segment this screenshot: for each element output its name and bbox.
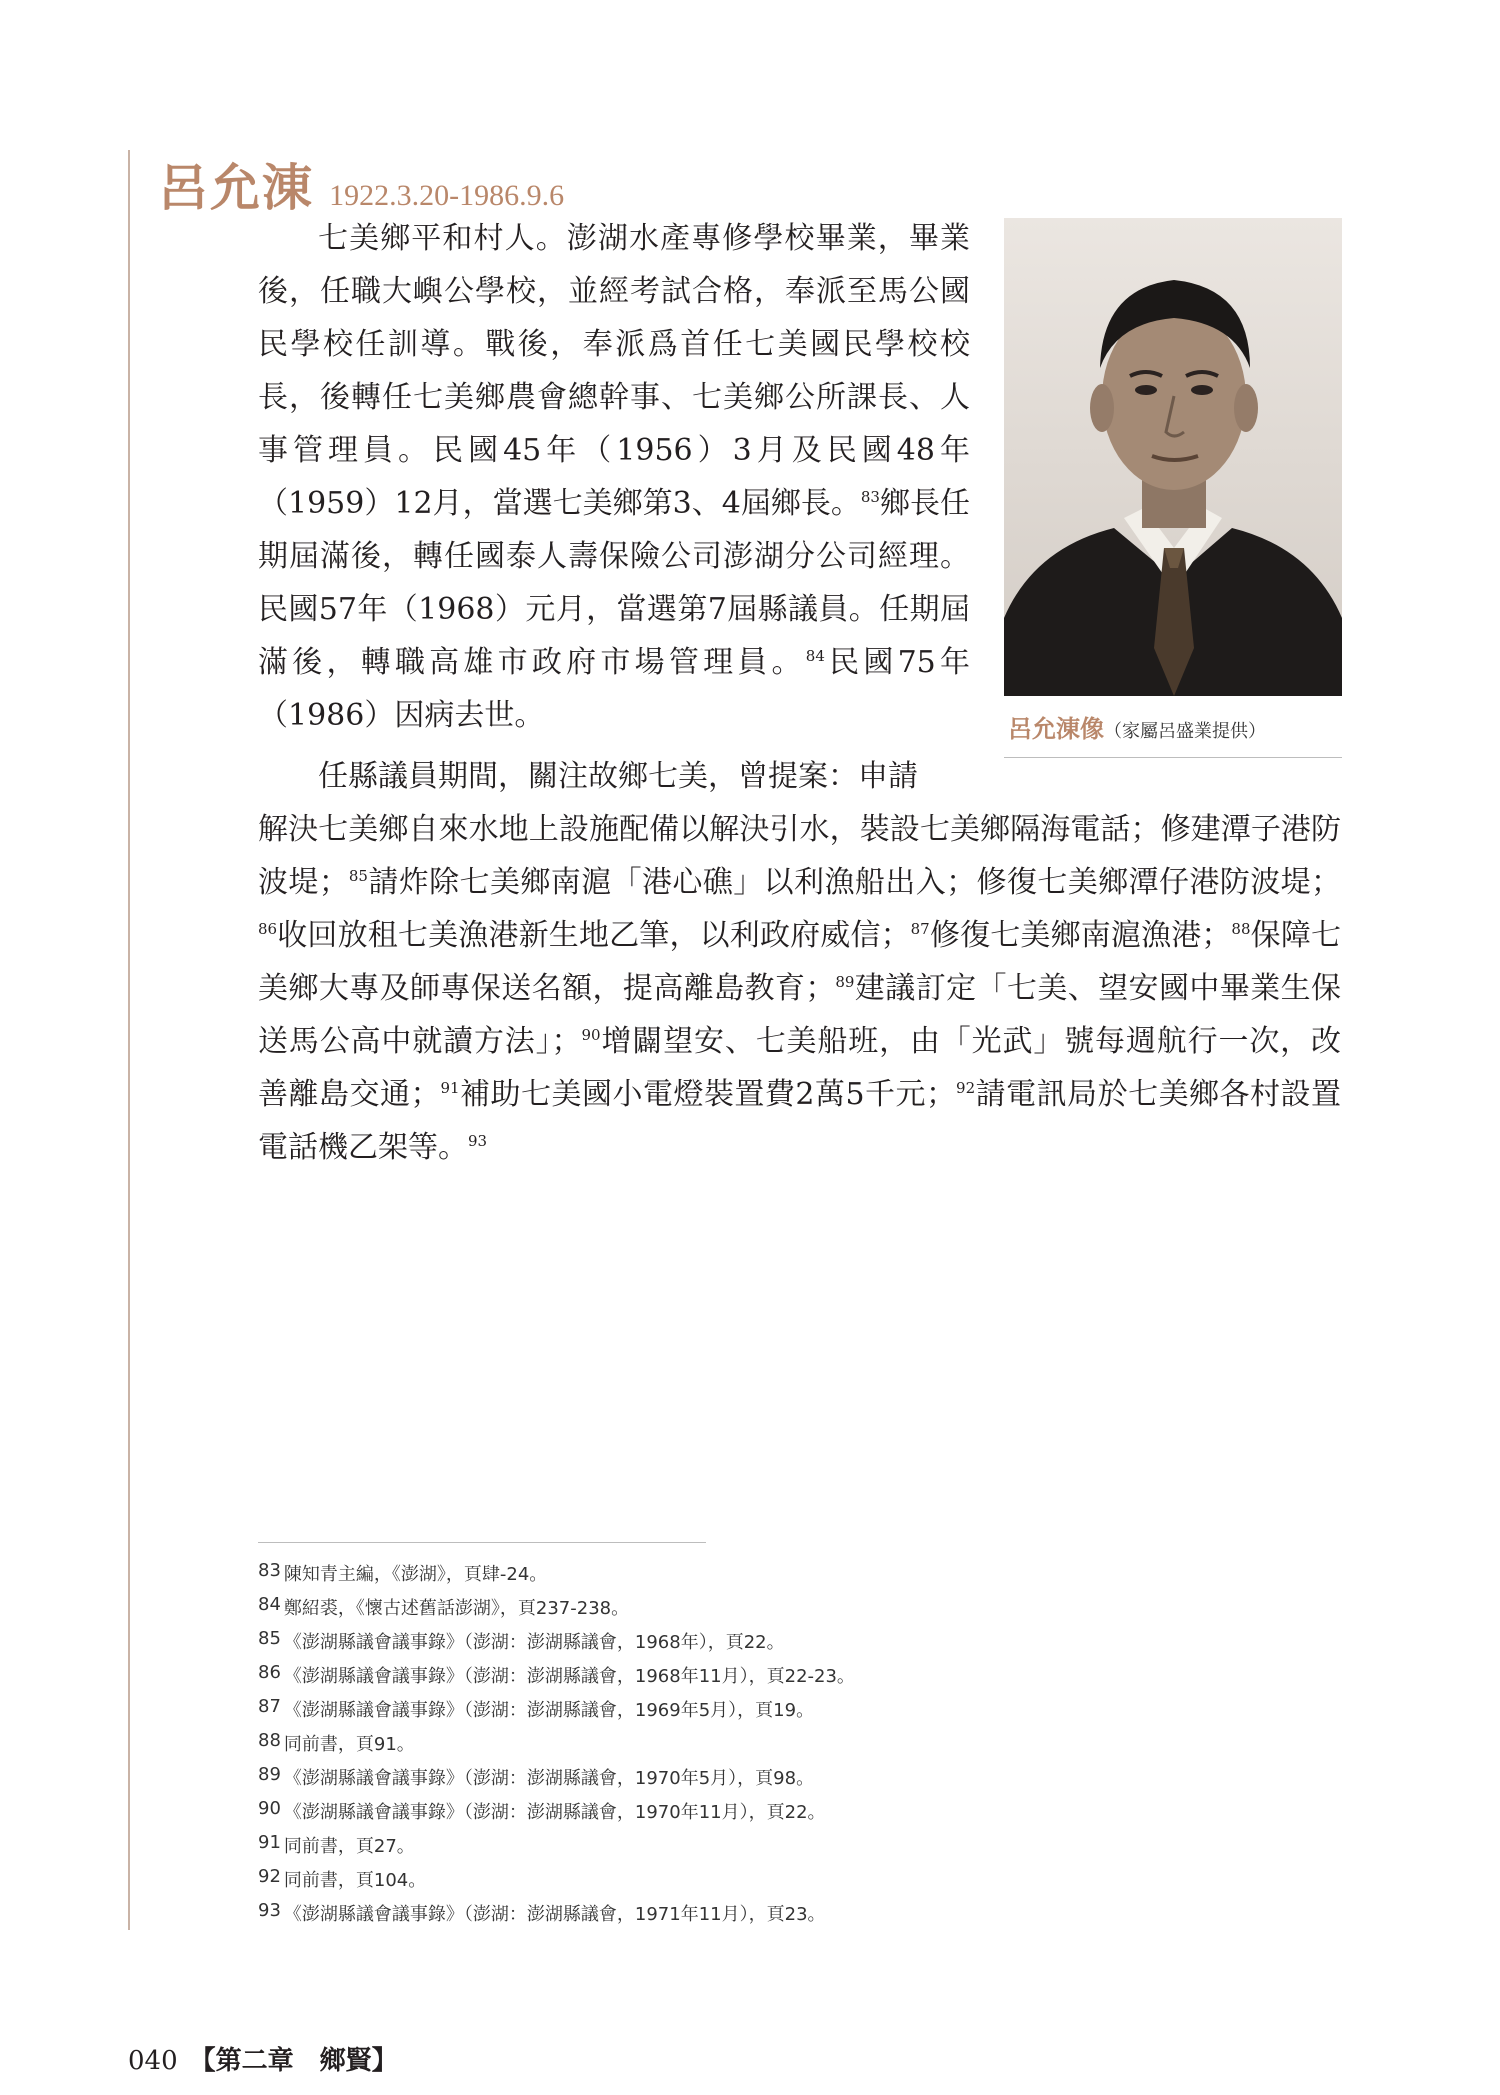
body-text: 補助七美國小電燈裝置費2萬5千元； (459, 1077, 957, 1112)
footnote-text: 《澎湖縣議會議事錄》（澎湖：澎湖縣議會，1970年11月），頁22。 (283, 1802, 826, 1823)
body-text: 鄉長任期屆滿後，轉任國泰人壽保險公司澎湖分公司經理。民國57年（1968）元月，當選第7屆縣議員。任期屆滿後，轉職高雄市政府市場管理員。 (258, 486, 970, 680)
photo-caption (1008, 709, 1342, 744)
margin-rule (128, 150, 130, 1930)
footnote-ref[interactable]: 84 (805, 647, 825, 665)
footnote-ref[interactable]: 88 (1231, 920, 1251, 938)
life-dates: 1922.3.20-1986.9.6 (329, 179, 565, 212)
footnote-number: 89 (258, 1764, 281, 1785)
body-text: 收回放租七美漁港新生地乙筆，以利政府威信； (277, 918, 911, 953)
footnote-number: 91 (258, 1832, 281, 1853)
portrait-photo (1004, 218, 1342, 696)
footnotes (258, 1554, 1258, 1928)
footnote-number: 86 (258, 1662, 281, 1683)
biography-paragraph-1 (258, 212, 970, 742)
footnote-ref[interactable]: 83 (860, 488, 880, 506)
body-text: 解決七美鄉自來水地上設施配備以解決引水，裝設七美鄉隔海電話；修建潭子港防波堤； (258, 812, 1341, 900)
body-text: 請電訊局於七美鄉各村設置電話機乙架等。 (258, 1077, 1342, 1165)
footnote-text: 《澎湖縣議會議事錄》（澎湖：澎湖縣議會，1969年5月），頁19。 (283, 1700, 815, 1721)
body-text: 建議訂定「七美、望安國中畢業生保送馬公高中就讀方法」； (258, 971, 1342, 1059)
footnote-item (258, 1622, 1258, 1656)
footnote-text: 同前書，頁91。 (283, 1734, 415, 1755)
page-footer (128, 2040, 398, 2077)
footnote-number: 87 (258, 1696, 281, 1717)
footnote-item (258, 1894, 1258, 1928)
footnote-text: 同前書，頁27。 (283, 1836, 415, 1857)
footnote-item (258, 1758, 1258, 1792)
body-text: 任縣議員期間，關注故鄉七美，曾提案：申請 (318, 759, 918, 794)
footnote-text: 《澎湖縣議會議事錄》（澎湖：澎湖縣議會，1968年），頁22。 (283, 1632, 785, 1653)
footnote-divider (258, 1542, 706, 1543)
footnote-number: 88 (258, 1730, 281, 1751)
entry-heading (158, 148, 565, 217)
footnote-item (258, 1656, 1258, 1690)
caption-divider (1004, 757, 1342, 758)
footnote-number: 85 (258, 1628, 281, 1649)
biography-paragraph-2 (258, 750, 1341, 1174)
footnote-ref[interactable]: 92 (956, 1079, 976, 1097)
footnote-ref[interactable]: 91 (440, 1079, 460, 1097)
footnote-ref[interactable]: 85 (348, 867, 368, 885)
body-text: 民國75年（1986）因病去世。 (258, 645, 970, 733)
footnote-ref[interactable]: 90 (581, 1026, 601, 1044)
body-text: 七美鄉平和村人。澎湖水產專修學校畢業，畢業後，任職大嶼公學校，並經考試合格，奉派至馬公國民學校任訓導。戰後，奉派爲首任七美國民學校校長，後轉任七美鄉農會總幹事、七美鄉公所課長、人事管理員。民國45年（1956）3月及民國48年（1959）12月，當選七美鄉第3、4屆鄉長。 (258, 221, 970, 521)
footnote-ref[interactable]: 87 (910, 920, 930, 938)
person-name: 呂允涷 (158, 158, 314, 217)
footnote-text: 《澎湖縣議會議事錄》（澎湖：澎湖縣議會，1970年5月），頁98。 (283, 1768, 815, 1789)
footnote-item (258, 1690, 1258, 1724)
footnote-number: 90 (258, 1798, 281, 1819)
footnote-text: 陳知青主編，《澎湖》，頁肆-24。 (283, 1564, 548, 1585)
footnote-ref[interactable]: 86 (258, 920, 278, 938)
body-text: 增闢望安、七美船班，由「光武」號每週航行一次，改善離島交通； (258, 1024, 1342, 1112)
footnote-number: 83 (258, 1560, 281, 1581)
footnote-ref[interactable]: 89 (835, 973, 855, 991)
footnote-item (258, 1860, 1258, 1894)
footnote-ref[interactable]: 93 (468, 1132, 488, 1150)
footnote-item (258, 1724, 1258, 1758)
footnote-item (258, 1588, 1258, 1622)
body-text: 保障七美鄉大專及師專保送名額，提高離島教育； (258, 918, 1342, 1006)
portrait-illustration (1004, 218, 1342, 696)
caption-title: 呂允涷像 (1008, 715, 1104, 743)
footnote-number: 84 (258, 1594, 281, 1615)
caption-credit: （家屬呂盛業提供） (1104, 721, 1266, 742)
chapter-label: 【第二章 鄉賢】 (189, 2046, 398, 2076)
footnote-text: 鄭紹裘，《懷古述舊話澎湖》，頁237-238。 (283, 1598, 630, 1619)
footnote-item (258, 1826, 1258, 1860)
footnote-item (258, 1554, 1258, 1588)
body-text: 修復七美鄉南滬漁港； (929, 918, 1232, 953)
page-number: 040 (128, 2046, 178, 2076)
footnote-text: 同前書，頁104。 (283, 1870, 427, 1891)
footnote-text: 《澎湖縣議會議事錄》（澎湖：澎湖縣議會，1968年11月），頁22-23。 (283, 1666, 855, 1687)
footnote-number: 92 (258, 1866, 281, 1887)
footnote-item (258, 1792, 1258, 1826)
body-text: 請炸除七美鄉南滬「港心礁」以利漁船出入；修復七美鄉潭仔港防波堤； (367, 865, 1342, 900)
footnote-number: 93 (258, 1900, 281, 1921)
footnote-text: 《澎湖縣議會議事錄》（澎湖：澎湖縣議會，1971年11月），頁23。 (283, 1904, 826, 1925)
